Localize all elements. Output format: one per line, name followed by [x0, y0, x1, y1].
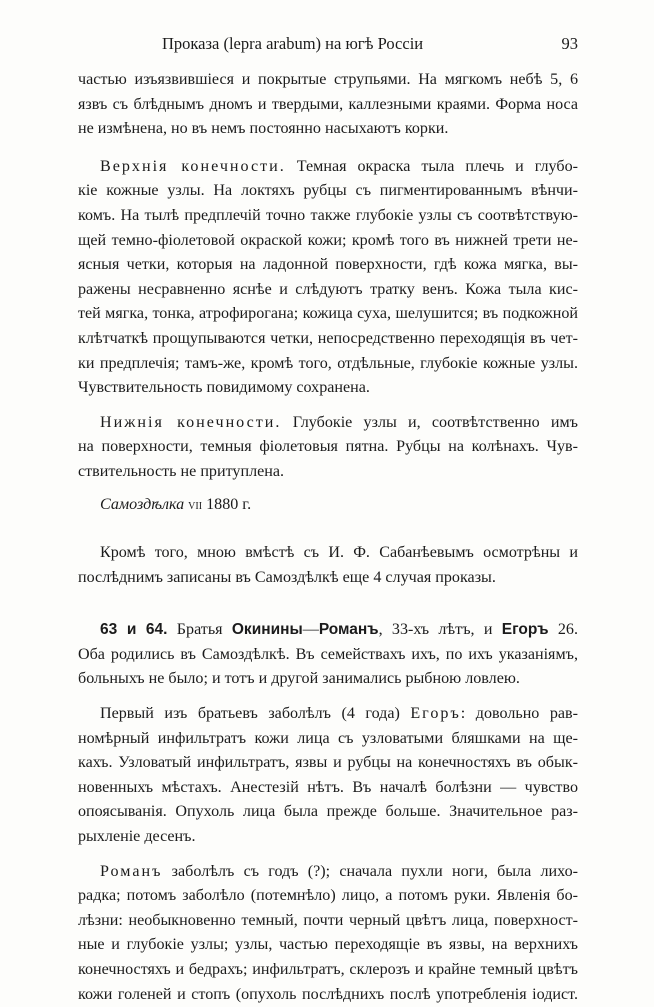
text-line: комъ. На тылѣ предплечій точно также глубокіе узлы съ соотвѣтствую- — [78, 206, 578, 224]
text-line: опоясыванія. Опухоль лица была прежде больше. Значительное раз- — [78, 803, 578, 821]
text-line: клѣтчаткѣ прощупываются четки, непосредственно переходящія въ чет- — [78, 329, 578, 347]
page-body — [78, 68, 578, 1007]
paragraph-roman — [78, 860, 578, 1007]
text-line: ки предплечія; тамъ-же, кромѣ того, отдѣльные, глубокіе кожные узлы. — [78, 354, 578, 372]
patient-name: Романъ — [100, 862, 163, 880]
page-number: 93 — [561, 34, 578, 53]
text-line: кіе кожные узлы. На локтяхъ рубцы съ пигментированнымъ вѣнчи- — [78, 182, 578, 200]
text-line: ствительность не притуплена. — [78, 462, 285, 480]
patient-surname: Окинины — [231, 621, 303, 639]
text-line — [78, 860, 578, 885]
paragraph-upper-limbs — [78, 155, 578, 401]
text-line: Чувствительность повидимому сохранена. — [78, 379, 370, 397]
text-run: , 33-хъ лѣтъ, и — [378, 621, 502, 639]
text-run: Темная окраска тыла плечь и глубо- — [285, 157, 578, 175]
text-run: — — [302, 621, 319, 639]
patient-name-egor: Егоръ — [501, 621, 549, 639]
paragraph-lower-limbs — [78, 411, 578, 485]
text-run: Глубокіе узлы и, соотвѣтственно имъ — [281, 413, 578, 431]
text-line: частью изъязвившіеся и покрытые струпьями. На мягкомъ небѣ 5, 6 — [78, 71, 578, 88]
text-line: ражены несравненно яснѣе и слѣдуютъ тратку венъ. Кожа тыла кис- — [78, 280, 578, 298]
text-run: Первый изъ братьевъ заболѣлъ (4 года) — [100, 705, 411, 723]
text-line: тей мягка, тонка, атрофирогана; кожица суха, шелушится; въ подкожной — [78, 305, 578, 323]
text-line: на поверхности, темныя фіолетовыя пятна. Рубцы на колѣнахъ. Чув- — [78, 438, 578, 456]
paragraph-cases-note — [78, 541, 578, 590]
text-line: послѣднимъ записаны въ Самоздѣлкѣ еще 4 случая проказы. — [78, 568, 496, 586]
running-header — [78, 34, 578, 58]
text-line: кахъ. Узловатый инфильтратъ, язвы и рубцы на конечностяхъ въ обык- — [78, 754, 578, 772]
text-line: Кромѣ того, мною вмѣстѣ съ И. Ф. Сабанѣевымъ осмотрѣны и — [100, 544, 578, 562]
text-line: конечностяхъ и бедрахъ; инфильтратъ, склерозъ и крайне темный цвѣтъ — [78, 961, 578, 978]
text-line: лѣзни: необыкновенно темный, почти черный цвѣтъ лица, поверхност- — [78, 911, 578, 929]
text-line: номѣрный инфильтратъ кожи лица съ узловатыми бляшками на ще- — [78, 729, 578, 747]
text-line — [78, 155, 578, 180]
text-line: радка; потомъ заболѣло (потемнѣло) лицо, а потомъ руки. Явленія бо- — [78, 887, 578, 905]
date-line — [78, 493, 578, 520]
text-line — [78, 411, 578, 436]
text-run: : довольно рав- — [460, 705, 578, 723]
text-run: Братья — [167, 621, 232, 639]
running-title: Проказа (lepra arabum) на югѣ Россіи — [162, 34, 424, 53]
paragraph-case-63-64 — [78, 618, 578, 692]
case-number: 63 и 64. — [100, 621, 168, 639]
text-line: не измѣнена, но въ немъ постоянно насыхаютъ корки. — [78, 120, 449, 138]
text-line — [78, 618, 578, 643]
patient-name: Егоръ — [410, 705, 461, 723]
year: 1880 г. — [206, 495, 252, 513]
text-line: Оба родились въ Самоздѣлкѣ. Въ семействахъ ихъ, по ихъ указаніямъ, — [78, 645, 578, 663]
text-line: язвъ съ блѣднымъ дномъ и твердыми, каллезными краями. Форма носа — [78, 95, 578, 113]
text-line: ные и глубокіе узлы; узлы, частью переходящіе въ язвы, на верхнихъ — [78, 936, 578, 954]
place-name: Самоздѣлка — [100, 495, 185, 513]
text-run: заболѣлъ съ годъ (?); сначала пухли ноги, была лихо- — [162, 862, 578, 880]
text-run: 26. — [548, 621, 579, 639]
text-line — [78, 702, 578, 727]
text-line: щей темно-фіолетовой окраской кожи; кромѣ того въ нижней трети не- — [78, 231, 578, 249]
text-line: кожи голеней и стопъ (опухоль послѣднихъ послѣ употребленія іодист. — [78, 985, 578, 1003]
patient-name-roman: Романъ — [318, 621, 379, 639]
text-line: ясныя четки, которыя на ладонной поверхности, гдѣ кожа мягка, вы- — [78, 256, 578, 274]
text-line: больныхъ не было; и тотъ и другой занимались рыбною ловлею. — [78, 670, 520, 688]
text-line: новенныхъ мѣстахъ. Анестезій нѣтъ. Въ началѣ болѣзни — чувство — [78, 778, 578, 796]
paragraph-1 — [78, 68, 578, 142]
section-heading: Нижнія конечности. — [100, 413, 282, 431]
paragraph-egor — [78, 702, 578, 850]
text-line: рыхленіе десенъ. — [78, 828, 196, 846]
month-numeral: VII — [188, 500, 203, 512]
section-heading: Верхнія конечности. — [100, 157, 286, 175]
